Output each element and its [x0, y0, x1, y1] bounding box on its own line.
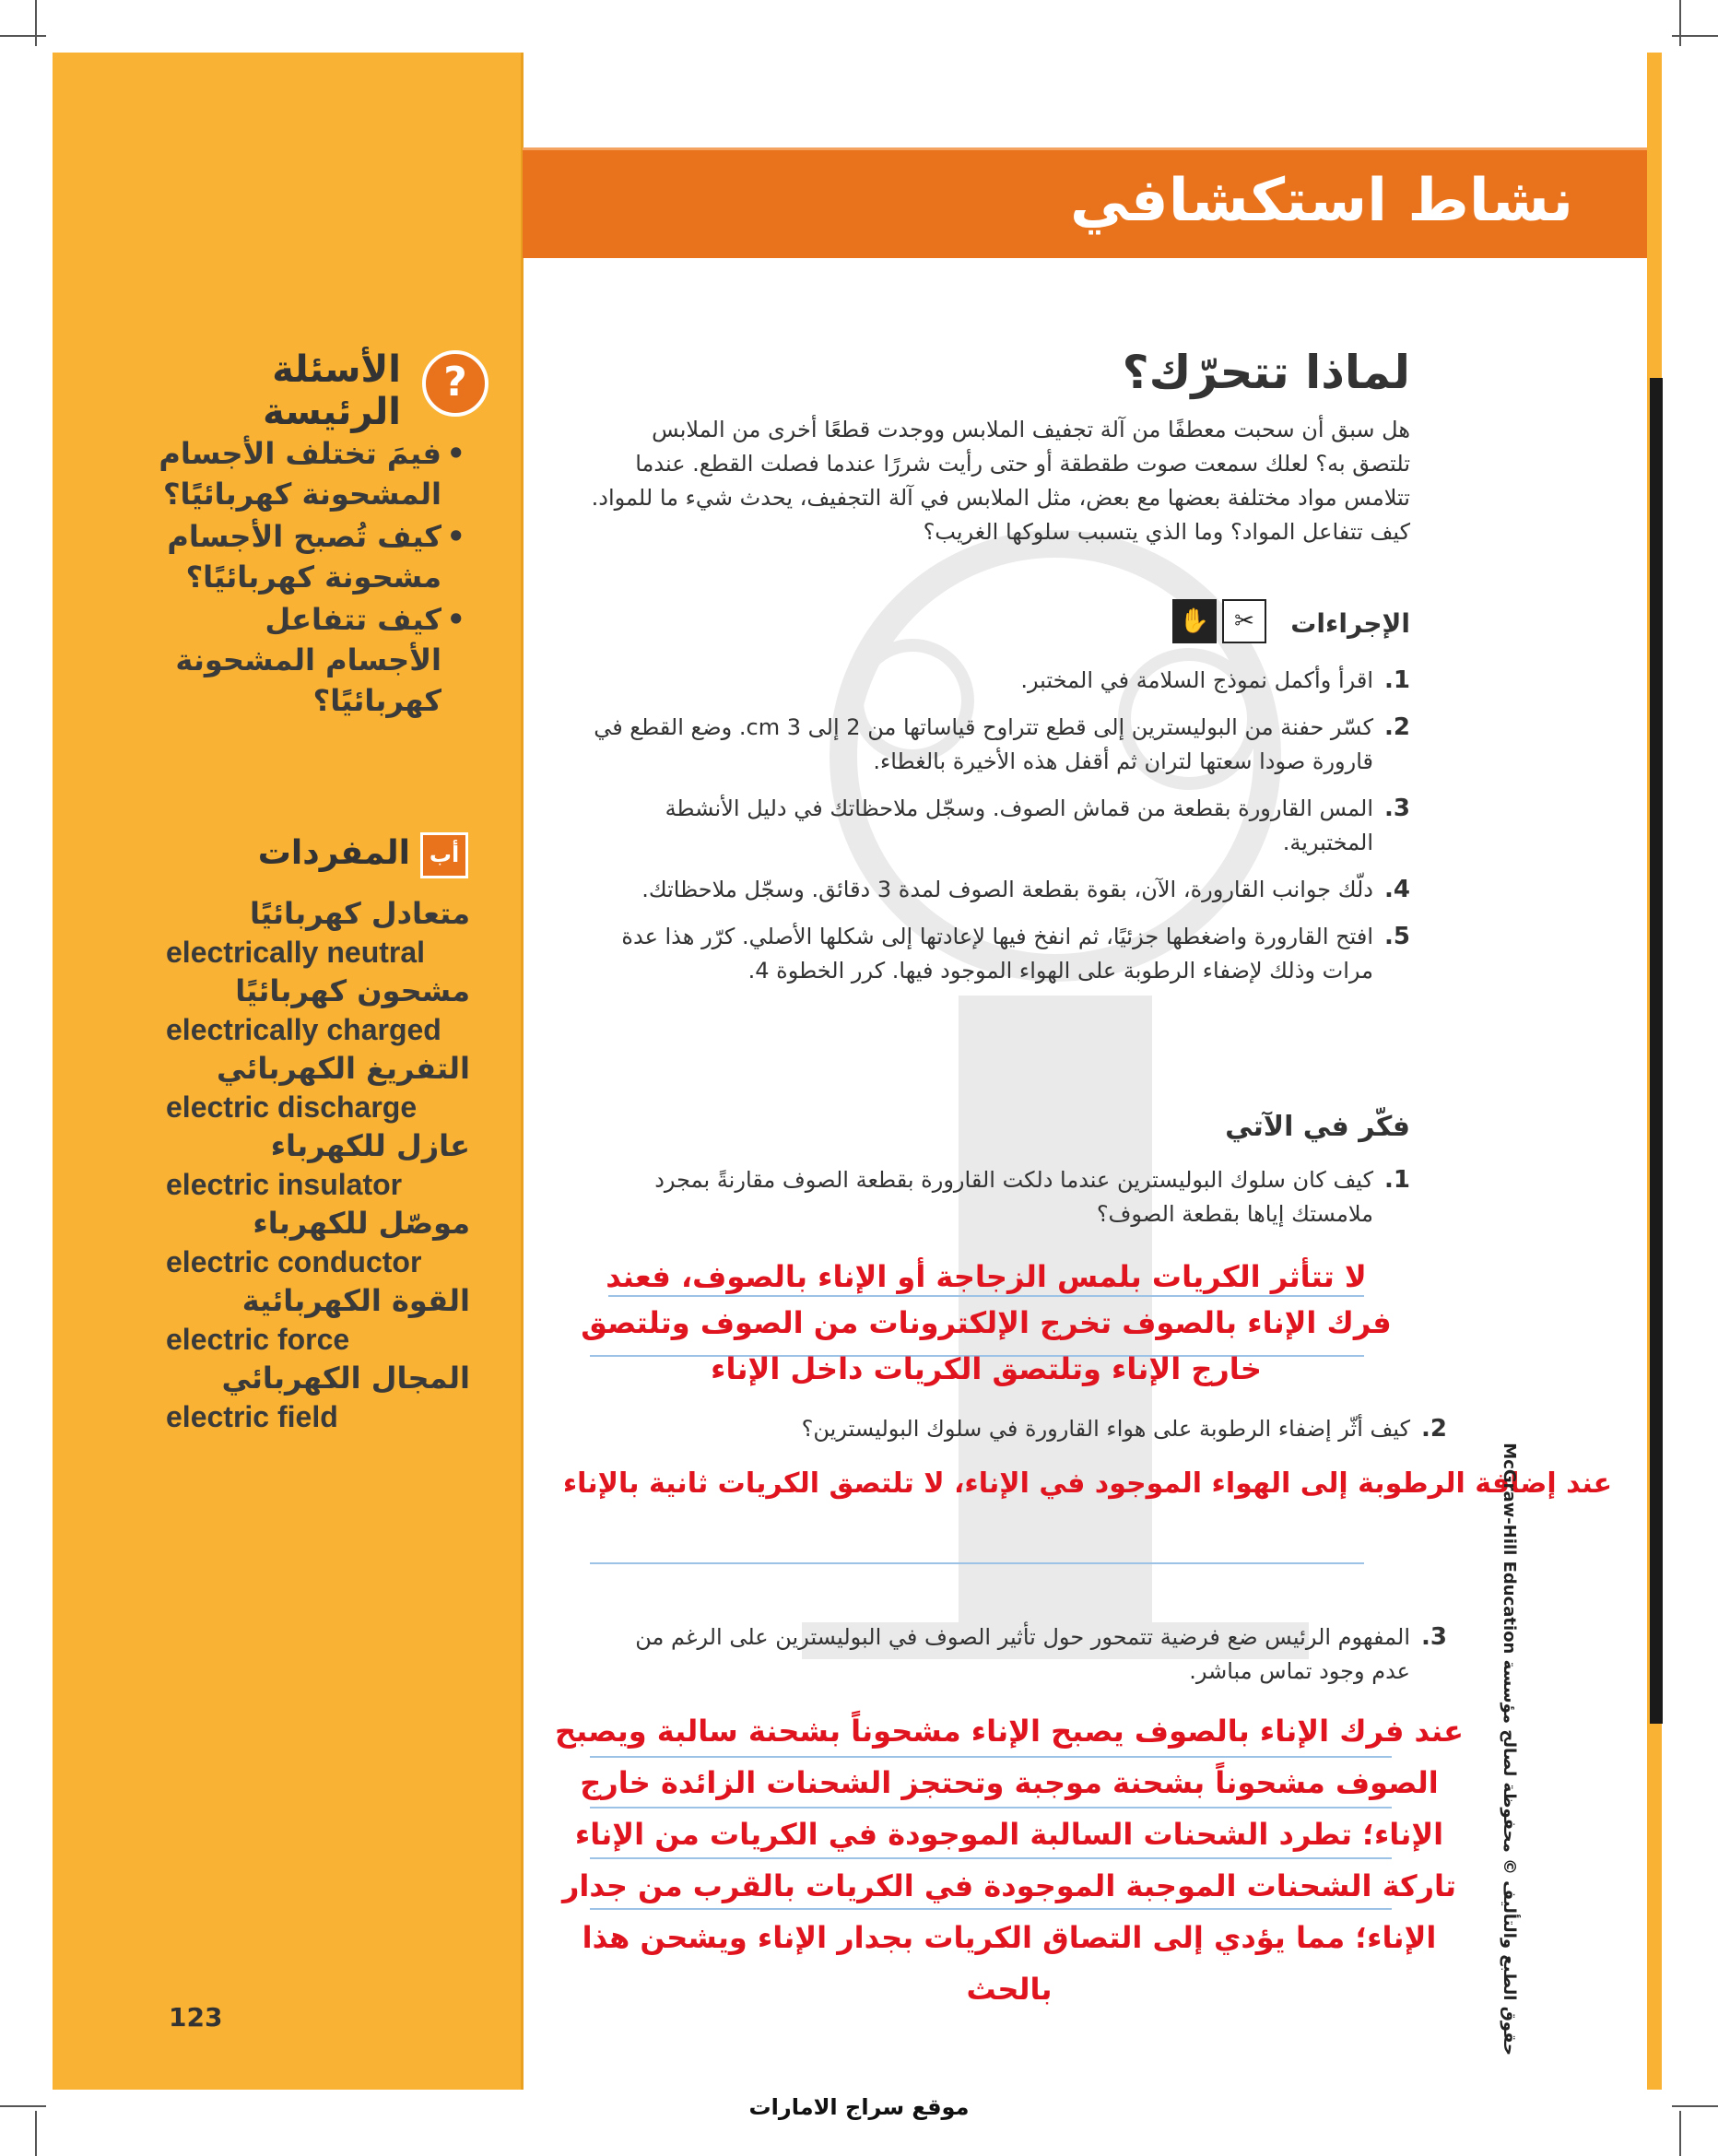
- list-item: 5. افتح القارورة واضغطها جزئيًا، ثم انفخ فيها لإعادتها إلى شكلها الأصلي. كرّر هذا عدة مرات وذلك لإضفاء الرطوبة على الهواء الموجود فيها. كرر الخطوة 4.: [621, 923, 1410, 984]
- procedure-title: الإجراءات: [1290, 608, 1410, 639]
- question-2: 2. كيف أثّر إضفاء الرطوبة على هواء القارورة في سلوك البوليسترين؟: [801, 1415, 1447, 1443]
- safety-icons: [1167, 599, 1277, 647]
- page-number: 123: [169, 2002, 223, 2032]
- list-item: • فيمَ تختلف الأجسام المشحونة كهربائيًا؟: [157, 433, 465, 514]
- vocab-term-english: electrically neutral: [166, 936, 426, 969]
- banner-title: نشاط استكشافي: [1070, 167, 1573, 235]
- vocab-term-arabic: متعادل كهربائيًا: [249, 896, 470, 931]
- answer-line: [590, 1562, 1364, 1564]
- copyright-credit: حقوق الطبع والتأليف © محفوظة لصالح مؤسسة McGraw-Hill Education: [1500, 1443, 1519, 2056]
- footer-site-name: موقع سراج الامارات: [748, 2094, 970, 2120]
- vocab-term-english: electric conductor: [166, 1245, 422, 1278]
- vocab-term-arabic: مشحون كهربائيًا: [235, 973, 470, 1008]
- vocab-term-english: electrically charged: [166, 1013, 441, 1046]
- vocab-term-arabic: القوة الكهربائية: [241, 1283, 470, 1318]
- vocab-term-english: electric insulator: [166, 1168, 403, 1201]
- vocabulary-title: المفردات: [257, 834, 410, 872]
- hand-wash-icon: ✋: [1172, 599, 1217, 643]
- vocab-term-arabic: عازل للكهرباء: [270, 1128, 470, 1163]
- key-questions-list: [157, 433, 465, 723]
- activity-banner: [523, 147, 1647, 258]
- question-1: 1. كيف كان سلوك البوليسترين عندما دلكت القارورة بقطعة الصوف مقارنةً بمجرد ملامستك إياها بقطعة الصوف؟: [654, 1166, 1410, 1227]
- crop-mark: [1679, 0, 1681, 46]
- list-item: 1. اقرأ وأكمل نموذج السلامة في المختبر.: [1020, 666, 1410, 694]
- crop-mark: [35, 0, 37, 46]
- sidebar-divider: [521, 53, 524, 2090]
- think-title: فكّر في الآتي: [1225, 1111, 1410, 1143]
- key-questions-title: الأسئلة الرئيسة: [263, 348, 401, 433]
- answer-2: عند إضافة الرطوبة إلى الهواء الموجود في الإناء، لا تلتصق الكريات ثانية بالإناء: [562, 1467, 1613, 1500]
- alphabet-icon: أب: [420, 832, 468, 878]
- vocab-term-arabic: المجال الكهربائي: [221, 1361, 470, 1396]
- question-3: 3. المفهوم الرئيس ضع فرضية تتمحور حول تأثير الصوف في البوليسترين على الرغم من عدم وجود تماس مباشر.: [635, 1623, 1447, 1684]
- list-item: 3. المس القارورة بقطعة من قماش الصوف. وسجّل ملاحظاتك في دليل الأنشطة المختبرية.: [665, 795, 1410, 855]
- vocab-term-english: electric discharge: [166, 1090, 418, 1124]
- vocab-term-english: electric force: [166, 1323, 350, 1356]
- activity-title: لماذا تتحرّك؟: [1122, 346, 1410, 399]
- page-edge-dark: [1650, 378, 1663, 1724]
- list-item: • كيف تتفاعل الأجسام المشحونة كهربائيًا؟: [157, 599, 465, 721]
- vocab-term-english: electric field: [166, 1400, 338, 1433]
- procedure-steps: [590, 664, 1410, 988]
- crop-mark: [0, 35, 46, 37]
- answer-1: لا تتأثر الكريات بلمس الزجاجة أو الإناء بالصوف، فعند فرك الإناء بالصوف تخرج الإلكترونات من الصوف وتلتصق خارج الإناء وتلتصق الكريات داخل الإناء: [581, 1259, 1392, 1386]
- vocab-term-arabic: التفريغ الكهربائي: [216, 1051, 470, 1086]
- question-mark-icon: ?: [422, 350, 488, 417]
- answer-3: عند فرك الإناء بالصوف يصبح الإناء مشحوناً بشحنة سالبة ويصبح الصوف مشحوناً بشحنة موجبة وتحتجز الشحنات الزائدة خارج الإناء؛ تطرد الشحنات السالبة الموجودة في الكريات من الإناء تاركة الشحنات الموجبة الموجودة في الكريات بالقرب من جدار الإناء؛ مما يؤدي إلى التصاق الكريات بجدار الإناء ويشحن هذا بالحث: [555, 1714, 1464, 2007]
- list-item: 4. دلّك جوانب القارورة، الآن، بقوة بقطعة الصوف لمدة 3 دقائق. وسجّل ملاحظاتك.: [641, 876, 1410, 903]
- vocabulary-list: [166, 894, 470, 1436]
- intro-paragraph: هل سبق أن سحبت معطفًا من آلة تجفيف الملابس ووجدت قطعًا أخرى من الملابس تلتصق به؟ لعلك سمعت صوت طقطقة أو حتى رأيت شررًا عندما فصلت القطع. عندما تتلامس مواد مختلفة بعضها مع بعض، مثل الملابس في آلة التجفيف، يحدث شيء ما للمواد. كيف تتفاعل المواد؟ وما الذي يتسبب سلوكها الغريب؟: [591, 417, 1410, 545]
- list-item: 2. كسّر حفنة من البوليسترين إلى قطع تتراوح قياساتها من 2 إلى 3 cm. وضع القطع في قارورة صودا سعتها لتران ثم أقفل هذه الأخيرة بالغطاء.: [594, 713, 1410, 774]
- vocab-term-arabic: موصّل للكهرباء: [253, 1206, 470, 1241]
- list-item: • كيف تُصبح الأجسام مشحونة كهربائيًا؟: [157, 516, 465, 597]
- scissors-icon: ✂: [1222, 599, 1266, 643]
